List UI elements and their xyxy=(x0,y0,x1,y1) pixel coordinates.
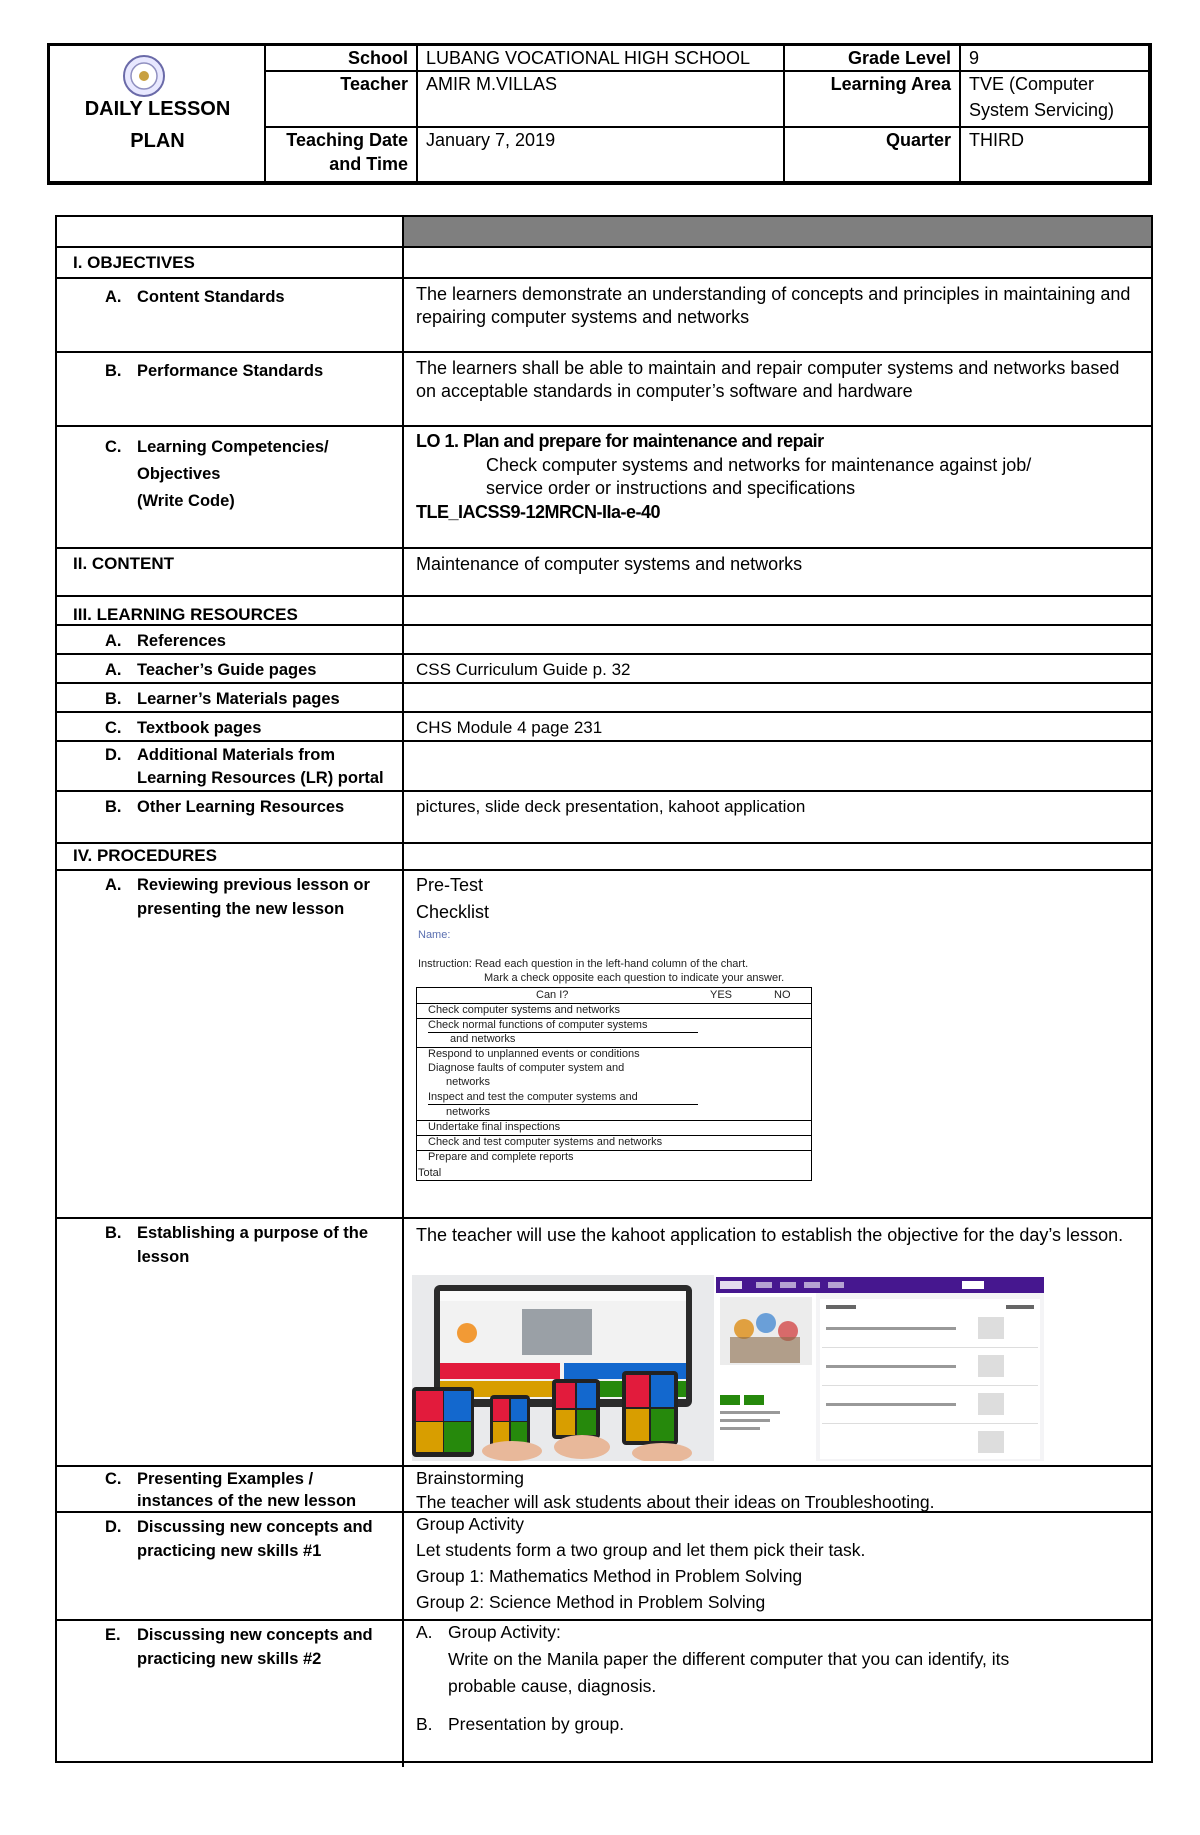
item-letter: D. xyxy=(105,1518,122,1536)
item-letter: B. xyxy=(105,798,122,816)
item-letter: A. xyxy=(105,288,122,306)
header-bar xyxy=(404,217,1151,246)
competency-code: TLE_IACSS9-12MRCN-IIa-e-40 xyxy=(416,502,661,522)
checklist-instruction-2: Mark a check opposite each question to indicate your answer. xyxy=(484,972,785,984)
area-value-2: System Servicing) xyxy=(969,100,1115,120)
grade-value: 9 xyxy=(969,48,980,68)
textbook-value: CHS Module 4 page 231 xyxy=(416,718,603,737)
group-2-task: Group 2: Science Method in Problem Solving xyxy=(416,1592,766,1612)
kahoot-web-screenshot xyxy=(716,1277,1044,1461)
competencies-label-2: Objectives xyxy=(137,465,221,483)
item-letter: B. xyxy=(105,1224,122,1242)
checklist-col-no: NO xyxy=(774,989,791,1001)
kahoot-devices-image xyxy=(412,1275,714,1461)
title-line2: PLAN xyxy=(130,130,185,152)
group-activity-text: Let students form a two group and let them pick their task. xyxy=(416,1540,866,1560)
checklist-label: Checklist xyxy=(416,902,490,922)
discussing1-label-2: practicing new skills #1 xyxy=(137,1542,322,1560)
brainstorming-text: The teacher will ask students about their ideas on Troubleshooting. xyxy=(416,1492,935,1512)
additional-materials-label-2: Learning Resources (LR) portal xyxy=(137,769,384,787)
checklist-row: Respond to unplanned events or conditions xyxy=(428,1048,640,1060)
checklist-row: networks xyxy=(446,1076,491,1088)
item-letter: D. xyxy=(105,746,122,764)
competency-line-2: service order or instructions and specifications xyxy=(486,478,856,498)
item-letter: A. xyxy=(105,876,122,894)
checklist-row: networks xyxy=(446,1106,491,1118)
checklist-row: Inspect and test the computer systems and xyxy=(428,1091,638,1103)
activity-a-title: Group Activity: xyxy=(448,1622,561,1642)
teacher-label: Teacher xyxy=(340,74,408,94)
presenting-label-1: Presenting Examples / xyxy=(137,1470,314,1488)
grade-label: Grade Level xyxy=(847,48,951,68)
checklist-total: Total xyxy=(418,1167,442,1179)
activity-letter-b: B. xyxy=(416,1714,433,1734)
checklist-instruction-1: Instruction: Read each question in the left-hand column of the chart. xyxy=(418,958,749,970)
item-letter: A. xyxy=(105,661,122,679)
activity-a-text-1: Write on the Manila paper the different computer that you can identify, its xyxy=(448,1649,1010,1669)
performance-standards-label: Performance Standards xyxy=(137,362,324,380)
item-letter: C. xyxy=(105,719,122,737)
checklist-col-yes: YES xyxy=(710,989,733,1001)
quarter-value: THIRD xyxy=(969,130,1024,150)
purpose-text: The teacher will use the kahoot application to establish the objective for the day’s lesson. xyxy=(416,1225,1124,1245)
other-resources-label: Other Learning Resources xyxy=(137,798,345,816)
item-letter: C. xyxy=(105,438,122,456)
competency-line-1: Check computer systems and networks for maintenance against job/ xyxy=(486,455,1032,475)
content-text: Maintenance of computer systems and networks xyxy=(416,554,803,574)
item-letter: A. xyxy=(105,632,122,650)
learners-materials-label: Learner’s Materials pages xyxy=(137,690,340,708)
school-label: School xyxy=(347,48,408,68)
resources-heading: III. LEARNING RESOURCES xyxy=(73,605,298,624)
activity-b-text: Presentation by group. xyxy=(448,1714,625,1734)
lesson-table xyxy=(55,215,1153,1763)
discussing2-label-2: practicing new skills #2 xyxy=(137,1650,322,1668)
checklist-row: Check and test computer systems and networks xyxy=(428,1136,663,1148)
teachers-guide-value: CSS Curriculum Guide p. 32 xyxy=(416,660,631,679)
item-letter: B. xyxy=(105,362,122,380)
area-label: Learning Area xyxy=(830,74,951,94)
header-table xyxy=(47,43,1152,185)
activity-letter-a: A. xyxy=(416,1622,433,1642)
textbook-label: Textbook pages xyxy=(137,719,262,737)
checklist-row: Prepare and complete reports xyxy=(428,1151,574,1163)
purpose-label-1: Establishing a purpose of the xyxy=(137,1224,369,1242)
additional-materials-label: Additional Materials from xyxy=(137,746,336,764)
date-label-2: and Time xyxy=(329,154,408,174)
checklist-row: and networks xyxy=(450,1033,516,1045)
date-value: January 7, 2019 xyxy=(426,130,556,150)
brainstorming-title: Brainstorming xyxy=(416,1468,524,1488)
discussing1-label-1: Discussing new concepts and xyxy=(137,1518,373,1536)
checklist-row: Undertake final inspections xyxy=(428,1121,561,1133)
quarter-label: Quarter xyxy=(885,130,951,150)
competencies-label-3: (Write Code) xyxy=(137,492,235,510)
competencies-label-1: Learning Competencies/ xyxy=(137,438,329,456)
school-value: LUBANG VOCATIONAL HIGH SCHOOL xyxy=(426,48,751,68)
procedures-heading: IV. PROCEDURES xyxy=(73,846,217,865)
learning-outcome: LO 1. Plan and prepare for maintenance and repair xyxy=(416,431,824,451)
discussing2-label-1: Discussing new concepts and xyxy=(137,1626,373,1644)
group-1-task: Group 1: Mathematics Method in Problem Solving xyxy=(416,1566,803,1586)
references-label: References xyxy=(137,632,226,650)
checklist-row: Check computer systems and networks xyxy=(428,1004,620,1016)
group-activity-title: Group Activity xyxy=(416,1514,524,1534)
title-line1: DAILY LESSON xyxy=(84,98,231,120)
checklist-col-q: Can I? xyxy=(536,989,569,1001)
pretest-label: Pre-Test xyxy=(416,875,484,895)
date-label-1: Teaching Date xyxy=(286,130,408,150)
content-standards-text: The learners demonstrate an understanding of concepts and principles in maintaining and repairing computer systems and networks xyxy=(416,284,1131,327)
content-heading: II. CONTENT xyxy=(73,554,175,573)
checklist-image xyxy=(414,925,814,1215)
item-letter: C. xyxy=(105,1470,122,1488)
content-standards-label: Content Standards xyxy=(137,288,285,306)
performance-standards-text: The learners shall be able to maintain and repair computer systems and networks based on acceptable standards in computer’s software and hardware xyxy=(416,358,1120,401)
teachers-guide-label: Teacher’s Guide pages xyxy=(137,661,317,679)
area-value-1: TVE (Computer xyxy=(969,74,1095,94)
presenting-label-2: instances of the new lesson xyxy=(137,1492,357,1510)
checklist-row: Diagnose faults of computer system and xyxy=(428,1062,625,1074)
teacher-value: AMIR M.VILLAS xyxy=(426,74,558,94)
activity-a-text-2: probable cause, diagnosis. xyxy=(448,1676,657,1696)
checklist-name: Name: xyxy=(418,929,451,941)
item-letter: E. xyxy=(105,1626,121,1644)
purpose-label-2: lesson xyxy=(137,1248,190,1266)
deped-seal-icon xyxy=(122,54,166,98)
reviewing-label-2: presenting the new lesson xyxy=(137,900,345,918)
item-letter: B. xyxy=(105,690,122,708)
checklist-row: Check normal functions of computer systems xyxy=(428,1019,648,1031)
objectives-heading: I. OBJECTIVES xyxy=(73,253,195,272)
other-resources-value: pictures, slide deck presentation, kahoot application xyxy=(416,797,806,816)
reviewing-label-1: Reviewing previous lesson or xyxy=(137,876,370,894)
